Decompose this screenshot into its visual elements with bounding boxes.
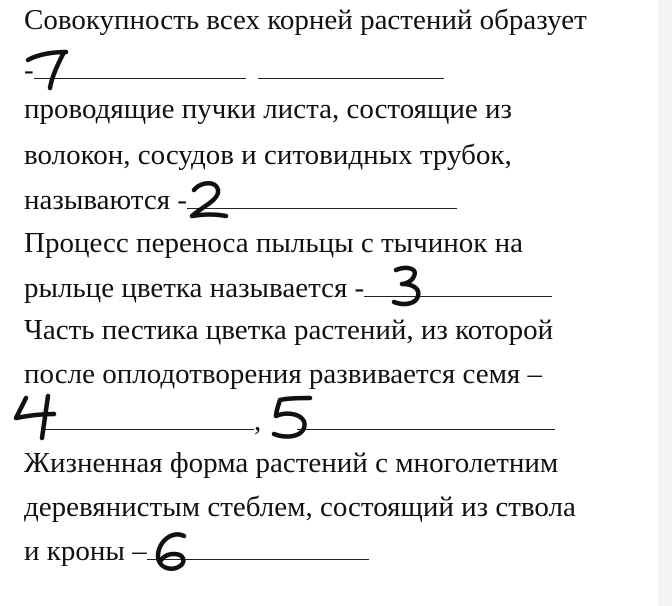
answer-1-blank-b[interactable] bbox=[258, 52, 444, 79]
answer-4-blank[interactable] bbox=[44, 403, 254, 430]
question-2-text-b: волокон, сосудов и ситовидных трубок, bbox=[24, 139, 512, 171]
question-5-text-a: Жизненная форма растений с многолетним bbox=[24, 447, 559, 479]
handwritten-number-6 bbox=[148, 528, 196, 576]
question-4-text-a: Часть пестика цветка растений, из которой bbox=[24, 314, 554, 346]
question-3-text-b: рыльце цветка называется - bbox=[24, 270, 552, 306]
handwritten-number-5 bbox=[266, 392, 320, 444]
page-edge bbox=[658, 0, 672, 606]
question-2-text-c: называются - bbox=[24, 182, 457, 218]
question-2-text-a: проводящие пучки листа, состоящие из bbox=[24, 93, 512, 125]
handwritten-number-1 bbox=[22, 46, 72, 92]
question-5-text-b: деревянистым стеблем, состоящий из ствола bbox=[24, 491, 576, 523]
question-1-text: Совокупность всех корней растений образует bbox=[24, 4, 587, 36]
question-4-text-b: после оплодотворения развивается семя – bbox=[24, 358, 543, 390]
answer-4-5-separator: , bbox=[254, 405, 262, 437]
question-3-text-a: Процесс переноса пыльцы с тычинок на bbox=[24, 227, 523, 259]
answer-1-line bbox=[24, 52, 444, 88]
handwritten-number-4 bbox=[8, 392, 62, 442]
handwritten-number-2 bbox=[186, 178, 232, 222]
answer-5-blank[interactable] bbox=[297, 403, 555, 430]
question-5-text-c: и кроны – bbox=[24, 533, 369, 569]
handwritten-number-3 bbox=[388, 262, 428, 310]
answer-1-dash: - bbox=[24, 54, 34, 86]
